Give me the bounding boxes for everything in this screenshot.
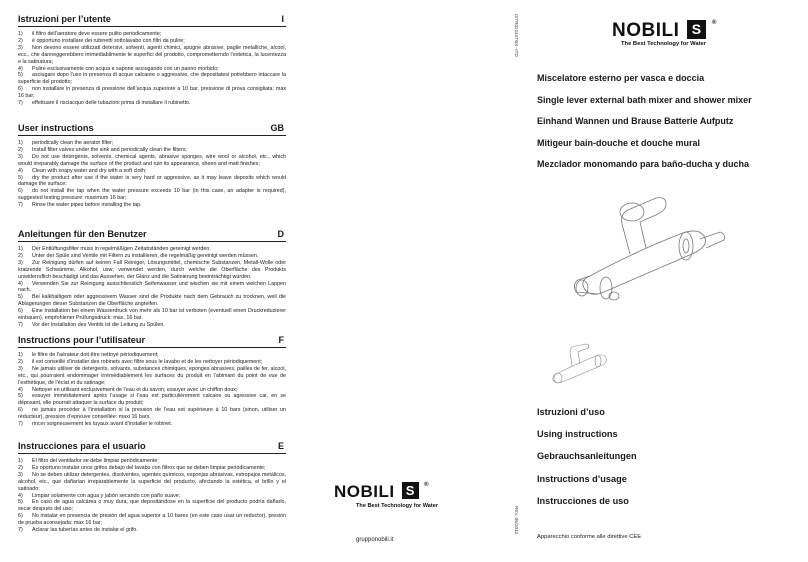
instruction-list [18,352,286,428]
instruction-label-it: Istruzioni d’uso [537,407,605,417]
brand-name: NOBILI [612,20,680,41]
instruction-number: 3) [18,153,23,160]
instruction-item [18,45,286,66]
instruction-number: 4) [18,386,23,393]
document-code: ISTR0211STBX--ITD [514,14,519,57]
website-url: grupponobili.it [356,537,394,543]
section-header [18,439,286,454]
instruction-number: 1) [18,140,23,146]
instruction-number: 2) [18,464,23,471]
section-title: Anleitungen für den Benutzer [18,229,147,239]
section-title: User instructions [18,123,94,133]
instruction-number: 4) [18,65,23,72]
instruction-labels [537,407,637,518]
instruction-list [18,140,286,209]
brand-logo-bottom [334,482,429,502]
brand-logo-top [612,20,717,42]
revision-label: REV. 06/2012 [514,506,519,535]
mixer-drawing-large [570,184,730,309]
brand-name: NOBILI [334,482,395,501]
instruction-number: 5) [18,393,23,400]
product-title-f: Mitigeur bain-douche et douche mural [537,137,701,148]
instruction-number: 4) [18,167,23,174]
instruction-text: Rinse the water pipes before installing the tap. [32,202,142,209]
instruction-text: No se deben utilizar detergentes, disolventes, agentes químicos, esponjas abrasivas, estropajos metálicos, alcohol, etc., que dañarían irreparablemente la superficie del producto, afectando la estética, el brillo y el satinado; [18,471,286,492]
instruction-number: 5) [18,294,23,301]
brand-mark-icon: S [402,482,419,499]
section-f [18,333,286,428]
instruction-label-e: Instrucciones de uso [537,495,629,506]
instruction-label-gb: Using instructions [537,429,618,440]
instruction-item [18,499,286,513]
section-title: Instructions pour l’utilisateur [18,335,146,345]
brand-mark-icon: S [687,20,706,39]
section-header [18,227,286,242]
instruction-text: Pulire esclusivamente con acqua e sapone asciugando con un panno morbido; [32,65,219,72]
instruction-text: le filtre de l’aérateur doit être nettoyé périodiquement; [32,352,159,358]
instruction-item [18,72,286,86]
instruction-item [18,308,286,322]
instruction-label-d: Gebrauchsanleitungen [537,451,637,462]
product-title-d: Einhand Wannen und Brause Batterie Aufputz [537,116,734,126]
instruction-text: Zur Reinigung dürfen auf keinen Fall Reiniger, Lösungsmittel, chemische Substanzen, Metall-Wolle oder kratzende Schwämme, Alkohol, usw; verwendet werden, durch welche die Oberfläche des Produkts unwiderruflich beschädigt und das Aussehen, der Glanz und die Satinierung beeinträchtigt würden. [18,259,286,280]
instruction-text: il filtro dell’aeratore deve essere pulito periodicamente; [32,31,162,37]
instruction-number: 6) [18,86,23,93]
instruction-label-f: Instructions d’usage [537,473,627,484]
instruction-item [18,407,286,421]
instruction-number: 3) [18,365,23,372]
product-title-it: Miscelatore esterno per vasca e doccia [537,73,705,83]
instruction-number: 5) [18,72,23,79]
instruction-number: 1) [18,31,23,37]
instruction-number: 7) [18,321,23,328]
instruction-list [18,246,286,329]
mixer-drawing-small [548,338,613,386]
instruction-text: Der Entlüftungsfilter muss in regelmäßigen Zeitabständen gereinigt werden. [32,246,211,252]
instruction-item [18,253,286,260]
product-title-gb: Single lever external bath mixer and shower mixer [537,94,752,105]
instruction-number: 3) [18,471,23,478]
instruction-item [18,147,286,154]
instruction-item [18,175,286,189]
instruction-item [18,294,286,308]
instruction-text: effettuare il risciacquo delle tubazioni prima di installare il rubinetto. [32,100,191,107]
instruction-number: 7) [18,100,23,107]
section-language-code: I [281,14,284,24]
product-titles [537,73,797,181]
instruction-number: 6) [18,407,23,414]
instruction-text: Nettoyer en utilisant exclusivement de l’eau et du savon; essuyer avec un chiffon doux; [32,386,238,393]
instruction-text: essuyer immédiatement après l’usage si l’eau est particulièrement calcaire ou agressive car, en se déposant, elle pourrait attaquer la surface du produit; [18,393,286,407]
instruction-text: Verwenden Sie zur Reinigung ausschliesslich Seifenwasser und wischen sie mit einem weichen Lappen nach. [18,280,286,294]
section-header [18,12,286,27]
brand-registered-icon: ® [424,482,429,488]
instruction-text: Vor der Installation des Ventils ist die Leitung zu Spülen. [32,321,165,328]
instruction-text: Install filter valves under the sink and periodically clean the filters; [32,146,187,153]
instruction-text: dry the product after use if the water is very hard or aggressive, as it may leave deposits which would damage the surface; [18,174,286,188]
instruction-item [18,458,286,465]
instruction-text: Ne jamais utiliser de detergents, solvants, substances chimiques, eponges abrasives, pailles de fer, alcool, etc., qui pourraient endommager irrémédiablement les surfaces du produit en l’abimant du point de vue de l’esthétique, de l’éclat et du satinage; [18,365,286,386]
instruction-text: Non devono essere utilizzati detersivi, solventi, agenti chimici, spugne abrasive, paglie metalliche, alcool, ecc., che danneggerebbero irrimediabilmente le superfici del prodotto, comprometterndo l’estetica, la lucentezza e la satinatura; [18,44,286,65]
instruction-item [18,513,286,527]
section-e [18,439,286,534]
instruction-text: Aclarar las tuberías antes de instalar el grifo. [32,527,138,534]
instruction-item [18,421,286,428]
section-it [18,12,286,107]
instruction-number: 2) [18,252,23,259]
instruction-item [18,366,286,387]
instruction-number: 5) [18,174,23,181]
instruction-item [18,352,286,359]
instruction-text: Do not use detergents, solvents, chemical agents, abrasive sponges, wire wool or alcohol, etc., which would irreparably damage the surface of the product and ruin its appearance, sheen and matt finishes; [18,153,286,167]
instruction-item [18,393,286,407]
instruction-item [18,465,286,472]
instruction-text: Clean with soapy water and dry with a soft cloth; [32,167,147,174]
section-language-code: F [278,335,284,345]
instruction-number: 6) [18,513,23,520]
instruction-number: 6) [18,308,23,315]
brand-tagline-bottom: The Best Technology for Water [356,503,439,509]
instruction-number: 4) [18,492,23,499]
section-language-code: E [277,441,284,451]
instruction-text: asciugare dopo l’uso in presenza di acque calcaree o aggressive, che depositatesi potrebbero intaccare la superficie del prodotto; [18,72,286,86]
section-d [18,227,286,329]
instruction-number: 3) [18,259,23,266]
section-title: Istruzioni per l’utente [18,14,111,24]
instruction-item [18,154,286,168]
instruction-number: 7) [18,527,23,534]
brand-registered-icon: ® [711,20,717,26]
instruction-item [18,31,286,38]
instruction-item [18,168,286,175]
instruction-item [18,66,286,73]
instruction-text: En caso de agua calcárea o muy dura, que depositándose en la superficie del producto podría dañarlo, secar después del uso; [18,499,286,513]
instruction-text: periodically clean the aerator filter; [32,140,114,146]
section-title: Instrucciones para el usuario [18,441,146,451]
instruction-number: 2) [18,358,23,365]
instruction-text: No instalar en presencia de presión del agua superior a 10 bares (en este caso usar un reductor), presión de prueba aconsejada: max 16 bar; [18,513,286,527]
section-header [18,333,286,348]
instruction-number: 7) [18,202,23,209]
ce-compliance-note: Apparecchio conforme alle direttive CEE [537,534,642,540]
instruction-number: 5) [18,499,23,506]
instruction-item [18,359,286,366]
instruction-item [18,493,286,500]
instruction-item [18,281,286,295]
instruction-number: 1) [18,352,23,358]
instruction-text: Es oportuno instalar unos grifos debajo del lavabo con filtros que se deben limpiar periódicamente; [32,464,266,471]
product-title-e: Mezclador monomando para baño-ducha y ducha [537,159,750,169]
instruction-number: 7) [18,421,23,428]
section-language-code: D [277,229,284,239]
instruction-text: ne jamais procéder à l’installation si la pression de l’eau est supérieure à 10 bars (sinon, utiliser un réducteur), pression d’epreuve conseillée: maxi 16 bars. [18,407,286,421]
instruction-text: Bei kalkhaltigem oder aggressivem Wasser sind die Produkte nach dem Gebrauch zu trocknen, weil die Ablagerungen dieser Substanzen die Oberfläche angreifen. [18,294,286,308]
instruction-item [18,322,286,329]
instruction-number: 3) [18,44,23,51]
brand-tagline-top: The Best Technology for Water [621,41,707,47]
instruction-number: 4) [18,280,23,287]
instruction-text: è opportuno installare dei rubinetti sottolavabo con filtri da pulire; [32,37,185,44]
instruction-item [18,472,286,493]
instruction-item [18,140,286,147]
instruction-list [18,31,286,107]
instruction-item [18,202,286,209]
instruction-text: non installare in presenza di pressione dell’acqua superiore a 10 bar, pressione di prova consigliata: max 16 bar; [18,86,286,100]
section-language-code: GB [270,123,284,133]
instruction-text: rincer soigneusement les tuyaux avant d’installer le robinet. [32,421,173,428]
instruction-number: 6) [18,188,23,195]
instruction-item [18,188,286,202]
instruction-number: 1) [18,458,23,464]
instruction-text: Eine Installation bei einem Wasserdruck von mehr als 10 bar ist verboten (eventuell einen Druckreduzierer einbauen), empfohlener Prüfungsdruck: max. 16 bar. [18,308,286,322]
instruction-number: 2) [18,146,23,153]
section-gb [18,121,286,209]
instruction-text: Limpiar solamente con agua y jabón secando con paño suave; [32,492,181,499]
instruction-item [18,387,286,394]
section-header [18,121,286,136]
instruction-text: il est conseillé d’installer des robinets avec filtre sous le lavabo et de les nettoyer périodiquement; [32,358,263,365]
instruction-number: 1) [18,246,23,252]
instruction-text: do not install the tap when the water pressure exceeds 10 bar (in this case, an adapter is required), suggested testing pressure: maximum 16 bar; [18,188,286,202]
instruction-text: Unter der Spüle sind Ventile mit Filtern zu installieren, die regelmäßig gereinigt werden müssen. [32,252,259,259]
instruction-item [18,100,286,107]
instruction-list [18,458,286,534]
instruction-number: 2) [18,37,23,44]
instruction-item [18,38,286,45]
instruction-item [18,246,286,253]
instruction-item [18,260,286,281]
instruction-item [18,86,286,100]
instruction-text: El filtro del ventilador se debe limpiar periódicamente; [32,458,159,464]
instruction-item [18,527,286,534]
